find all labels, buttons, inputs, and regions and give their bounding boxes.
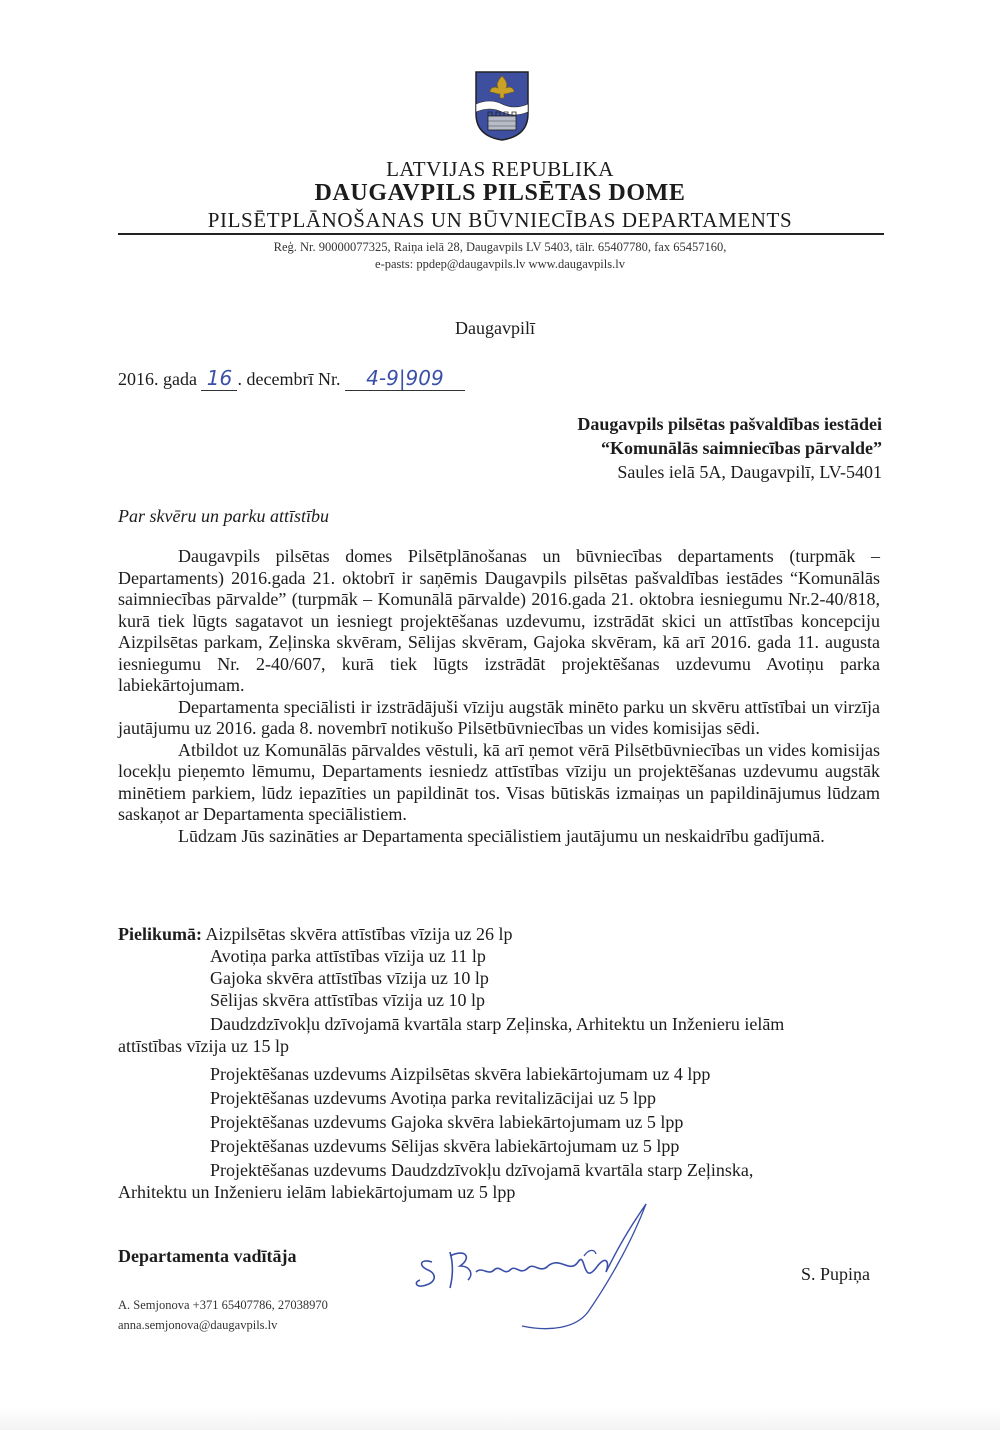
- date-day-handwritten: 16: [201, 366, 237, 391]
- body-paragraph: Atbildot uz Komunālās pārvaldes vēstuli, kā arī ņemot vērā Pilsētbūvniecības un vides komisijas locekļu pieņemto lēmumu, Departaments iesniedz attīstības vīziju un projektēšanas uzdevumu augstāk minētiem parkiem, lūdz iepazīties un papildināt tos. Visas būtiskās izmaiņas un papildinājumus lūdzam saskaņot ar Departamenta speciālistiem.: [118, 739, 880, 824]
- document-number-handwritten: 4-9|909: [345, 366, 465, 391]
- letterhead-department: PILSĒTPLĀNOŠANAS UN BŪVNIECĪBAS DEPARTAMENTS: [207, 208, 793, 232]
- signatory-title: Departamenta vadītāja: [118, 1246, 297, 1266]
- attachment-item: Gajoka skvēra attīstības vīzija uz 10 lp: [210, 968, 489, 988]
- body-paragraph: Lūdzam Jūs sazināties ar Departamenta speciālistiem jautājumu un neskaidrību gadījumā.: [178, 825, 825, 846]
- letterhead-contact-line-2: e-pasts: ppdep@daugavpils.lv www.daugavpils.lv: [375, 257, 625, 271]
- letterhead-contact-line-1: Reģ. Nr. 90000077325, Raiņa ielā 28, Daugavpils LV 5403, tālr. 65407780, fax 65457160,: [273, 240, 727, 254]
- attachment-item: Projektēšanas uzdevums Sēlijas skvēra labiekārtojumam uz 5 lpp: [210, 1136, 680, 1156]
- contact-person-email: anna.semjonova@daugavpils.lv: [118, 1318, 278, 1332]
- body-paragraph: Departamenta speciālisti ir izstrādājuši vīziju augstāk minēto parku un skvēru attīstībai un virzīja jautājumu uz 2016. gada 8. novembrī notikušo Pilsētbūvniecības un vides komisijas sēdi.: [118, 696, 880, 738]
- date-year: 2016. gada: [118, 369, 197, 389]
- attachment-item: Projektēšanas uzdevums Aizpilsētas skvēra labiekārtojumam uz 4 lpp: [210, 1064, 711, 1084]
- attachment-item: Projektēšanas uzdevums Daudzdzīvokļu dzīvojamā kvartāla starp Zeļinska,: [210, 1160, 754, 1180]
- letterhead-divider: [118, 233, 884, 235]
- attachment-item: Sēlijas skvēra attīstības vīzija uz 10 lp: [210, 990, 485, 1010]
- recipient-line-2: “Komunālās saimniecības pārvalde”: [600, 438, 882, 458]
- attachment-item-continuation: attīstības vīzija uz 15 lp: [118, 1036, 289, 1056]
- body-paragraph: Daugavpils pilsētas domes Pilsētplānošanas un būvniecības departaments (turpmāk – Departaments) 2016.gada 21. oktobrī ir saņēmis Daugavpils pilsētas pašvaldības iestādes “Komunālās saimniecības pārvalde” (turpmāk – Komunālā pārvalde) 2016.gada 21. oktobra iesniegumu Nr.2-40/818, kurā tiek lūgts sagatavot un iesniegt projektēšanas uzdevumu, izstrādāt skici un attīstības koncepciju Aizpilsētas parkam, Zeļinska skvēram, Sēlijas skvēram, Gajoka skvēram, kā arī 2016. gada 11. augusta iesniegumu Nr. 2-40/607, kurā tiek lūgts izstrādāt projektēšanas uzdevumu Avotiņu parka labiekārtojumam.: [118, 546, 880, 695]
- letter-body: [118, 546, 880, 847]
- letterhead-republic: LATVIJAS REPUBLIKA: [386, 157, 614, 181]
- date-and-number-line: [118, 366, 465, 391]
- attachment-item: Aizpilsētas skvēra attīstības vīzija uz 26 lp: [205, 924, 513, 944]
- attachment-item: Projektēšanas uzdevums Gajoka skvēra labiekārtojumam uz 5 lpp: [210, 1112, 684, 1132]
- coat-of-arms-emblem: [474, 70, 530, 142]
- signatory-name: S. Pupiņa: [800, 1264, 870, 1284]
- scan-bottom-edge: [0, 1408, 1000, 1430]
- letter-subject: Par skvēru un parku attīstību: [118, 506, 329, 526]
- recipient-address: Saules ielā 5A, Daugavpilī, LV-5401: [617, 462, 882, 482]
- attachments-label: Pielikumā:: [118, 924, 202, 944]
- attachment-item-continuation: Arhitektu un Inženieru ielām labiekārtojumam uz 5 lpp: [118, 1182, 516, 1202]
- date-month: . decembrī Nr.: [237, 369, 341, 389]
- attachments-row-1: [118, 924, 512, 946]
- attachment-item: Projektēšanas uzdevums Avotiņa parka revitalizācijai uz 5 lpp: [210, 1088, 657, 1108]
- recipient-line-1: Daugavpils pilsētas pašvaldības iestādei: [577, 414, 882, 434]
- handwritten-signature: [410, 1196, 670, 1336]
- contact-person-line: A. Semjonova +371 65407786, 27038970: [118, 1298, 328, 1312]
- attachment-item: Avotiņa parka attīstības vīzija uz 11 lp: [210, 946, 486, 966]
- place-of-issue: Daugavpilī: [455, 318, 535, 338]
- letterhead-council: DAUGAVPILS PILSĒTAS DOME: [314, 180, 686, 206]
- attachment-item: Daudzdzīvokļu dzīvojamā kvartāla starp Zeļinska, Arhitektu un Inženieru ielām: [210, 1014, 785, 1034]
- recipient-block: [577, 412, 882, 484]
